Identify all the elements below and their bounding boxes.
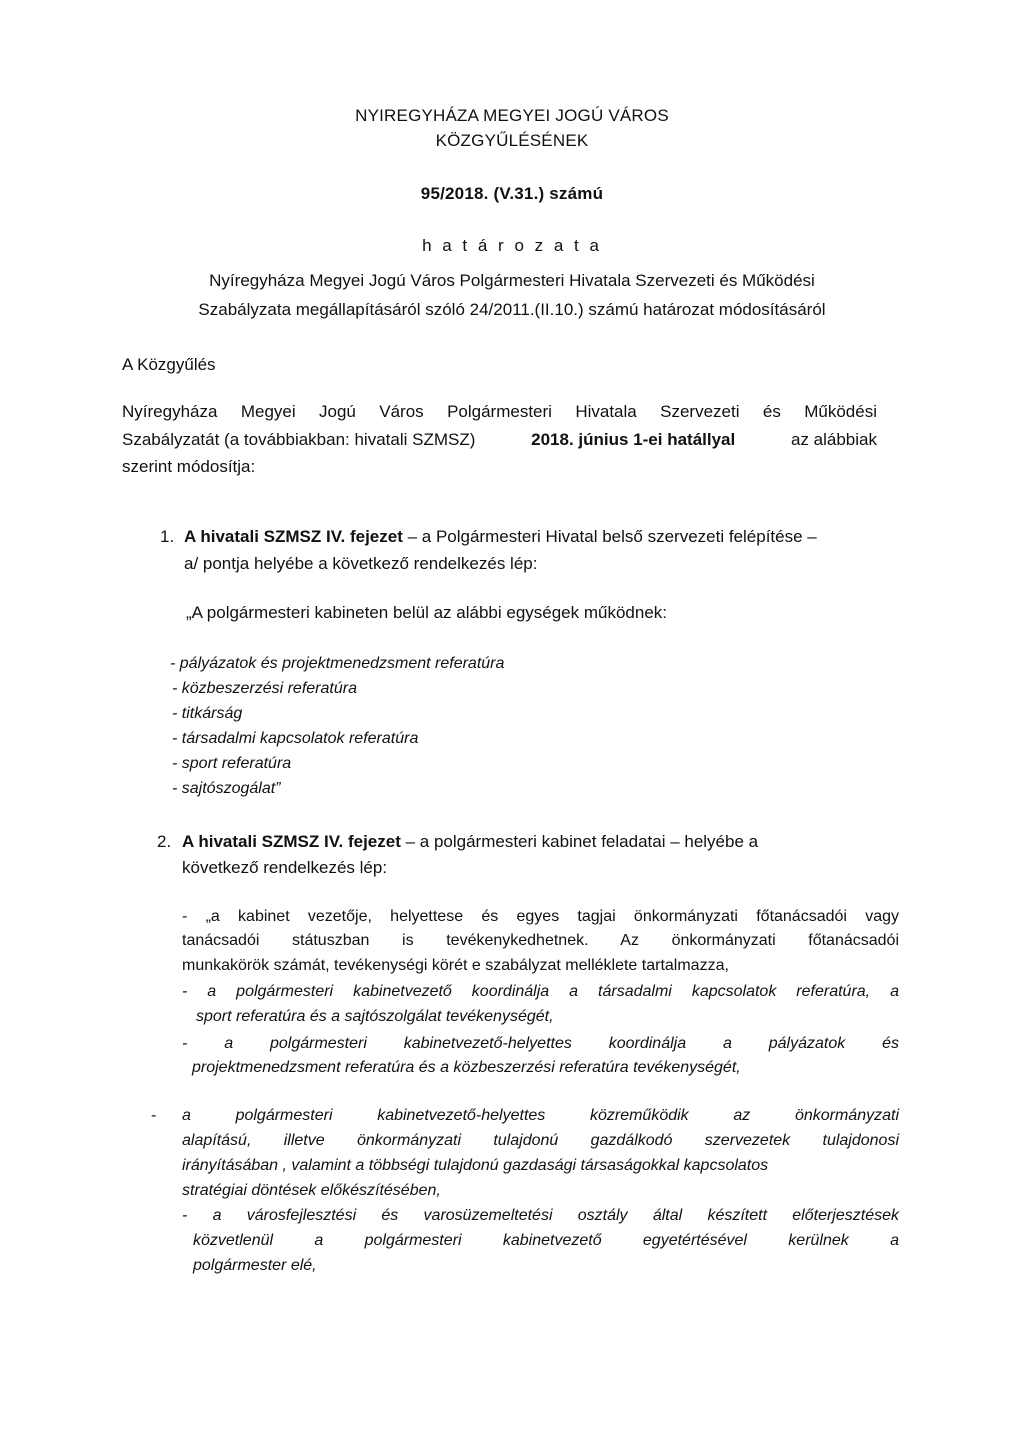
- point-2-number: 2.: [157, 832, 172, 851]
- para-4-line-2: alapítású, illetve önkormányzati tulajdonú gazdálkodó szervezetek tulajdonosi: [182, 1132, 899, 1149]
- intro-line-2: [122, 430, 877, 450]
- unit-item: - társadalmi kapcsolatok referatúra: [172, 730, 419, 747]
- para-4-dash: -: [151, 1107, 157, 1124]
- point-1-rest: – a Polgármesteri Hivatal belső szervezeti felépítése –: [407, 527, 817, 546]
- subject-line-1: Nyíregyháza Megyei Jogú Város Polgármesteri Hivatala Szervezeti és Működési: [209, 271, 815, 290]
- unit-item: - sport referatúra: [172, 755, 292, 772]
- para-4-line-1: a polgármesteri kabinetvezető-helyettes közreműködik az önkormányzati: [182, 1107, 899, 1124]
- para-5-line-3: polgármester elé,: [193, 1257, 317, 1274]
- point-2-lead: A hivatali SZMSZ IV. fejezet: [182, 832, 401, 851]
- para-3-line-2: projektmenedzsment referatúra és a közbeszerzési referatúra tevékenységét,: [192, 1059, 741, 1076]
- intro-line-3: szerint módosítja:: [122, 457, 256, 476]
- intro-effective-date: 2018. június 1-ei hatállyal: [531, 430, 736, 449]
- para-1-line-2: tanácsadói státuszban is tevékenykedhetnek. Az önkormányzati főtanácsadói: [182, 932, 899, 949]
- unit-item: - pályázatok és projektmenedzsment referatúra: [170, 655, 505, 672]
- resolution-number: 95/2018. (V.31.) számú: [420, 184, 604, 203]
- assembly-label: A Közgyűlés: [122, 355, 216, 374]
- para-5-line-1: - a városfejlesztési és varosüzemeltetési osztály által készített előterjesztések: [182, 1207, 899, 1224]
- header-line-2: KÖZGYŰLÉSÉNEK: [435, 131, 589, 150]
- para-2-line-1: - a polgármesteri kabinetvezető koordinálja a társadalmi kapcsolatok referatúra, a: [182, 983, 899, 1000]
- point-1-quote-intro: „A polgármesteri kabineten belül az alábbi egységek működnek:: [186, 603, 668, 622]
- point-2-line-2: következő rendelkezés lép:: [182, 858, 388, 877]
- point-2-rest: – a polgármesteri kabinet feladatai – helyébe a: [405, 832, 759, 851]
- unit-item: - sajtószogálat”: [172, 780, 281, 797]
- para-4-line-4: stratégiai döntések előkészítésében,: [182, 1182, 441, 1199]
- subject-line-2: Szabályzata megállapításáról szóló 24/2011.(II.10.) számú határozat módosításáról: [198, 300, 826, 319]
- para-1-line-1: - „a kabinet vezetője, helyettese és egyes tagjai önkormányzati főtanácsadói vagy: [182, 908, 899, 925]
- para-3-line-1: - a polgármesteri kabinetvezető-helyettes koordinálja a pályázatok és: [182, 1035, 899, 1052]
- point-1-lead: A hivatali SZMSZ IV. fejezet: [184, 527, 403, 546]
- intro-line-1: Nyíregyháza Megyei Jogú Város Polgármesteri Hivatala Szervezeti és Működési: [122, 402, 877, 421]
- point-2-heading: [182, 832, 758, 852]
- para-1-line-3: munkakörök számát, tevékenységi körét e szabályzat melléklete tartalmazza,: [182, 957, 729, 974]
- intro-line-2-text: Szabályzatát (a továbbiakban: hivatali SZMSZ): [122, 430, 476, 449]
- unit-item: - közbeszerzési referatúra: [172, 680, 357, 697]
- point-1-number: 1.: [160, 527, 175, 546]
- header-line-1: NYIREGYHÁZA MEGYEI JOGÚ VÁROS: [355, 106, 669, 125]
- point-1-heading: [184, 527, 817, 547]
- point-1-line-2: a/ pontja helyébe a következő rendelkezés lép:: [184, 554, 538, 573]
- para-2-line-2: sport referatúra és a sajtószolgálat tevékenységét,: [196, 1008, 554, 1025]
- para-4-line-3: irányításában , valamint a többségi tulajdonú gazdasági társaságokkal kapcsolatos: [182, 1157, 769, 1174]
- para-5-line-2: közvetlenül a polgármesteri kabinetvezető egyetértésével kerülnek a: [193, 1232, 899, 1249]
- intro-line-2-end: az alábbiak: [790, 430, 877, 449]
- unit-item: - titkárság: [172, 705, 243, 722]
- document-type: h a t á r o z a t a: [422, 236, 602, 255]
